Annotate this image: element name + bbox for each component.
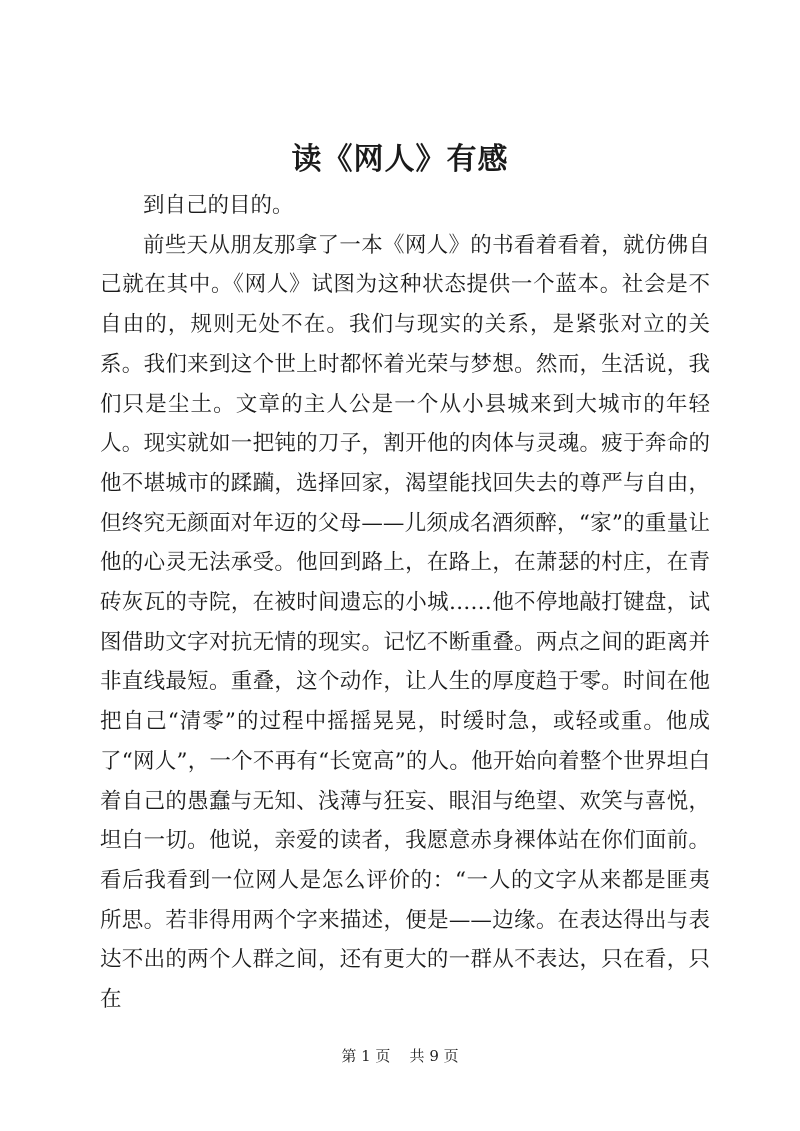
page-number: 第 1 页 — [341, 1047, 391, 1065]
footer-spacer — [395, 1047, 405, 1065]
paragraph-1: 到自己的目的。 — [143, 193, 294, 218]
document-body — [100, 186, 710, 1020]
document-title: 读《网人》有感 — [291, 142, 509, 177]
page-footer — [0, 1046, 800, 1066]
page-total: 共 9 页 — [409, 1047, 459, 1065]
paragraph-2: 前些天从朋友那拿了一本《网人》的书看着看着，就仿佛自己就在其中。《网人》试图为这种状态提供一个蓝本。社会是不自由的，规则无处不在。我们与现实的关系，是紧张对立的关系。我们来到这个世上时都怀着光荣与梦想。然而，生活说，我们只是尘土。文章的主人公是一个从小县城来到大城市的年轻人。现实就如一把钝的刀子，割开他的肉体与灵魂。疲于奔命的他不堪城市的蹂躏，选择回家，渴望能找回失去的尊严与自由，但终究无颜面对年迈的父母——儿须成名酒须醉，“家”的重量让他的心灵无法承受。他回到路上，在路上，在萧瑟的村庄，在青砖灰瓦的寺院，在被时间遗忘的小城……他不停地敲打键盘，试图借助文字对抗无情的现实。记忆不断重叠。两点之间的距离并非直线最短。重叠，这个动作，让人生的厚度趋于零。时间在他把自己“清零”的过程中摇摇晃晃，时缓时急，或轻或重。他成了“网人”，一个不再有“长宽高”的人。他开始向着整个世界坦白着自己的愚蠢与无知、浅薄与狂妄、眼泪与绝望、欢笑与喜悦，坦白一切。他说，亲爱的读者，我愿意赤身裸体站在你们面前。看后我看到一位网人是怎么评价的：“一人的文字从来都是匪夷所思。若非得用两个字来描述，便是——边缘。在表达得出与表达不出的两个人群之间，还有更大的一群从不表达，只在看，只在 — [100, 232, 710, 1013]
